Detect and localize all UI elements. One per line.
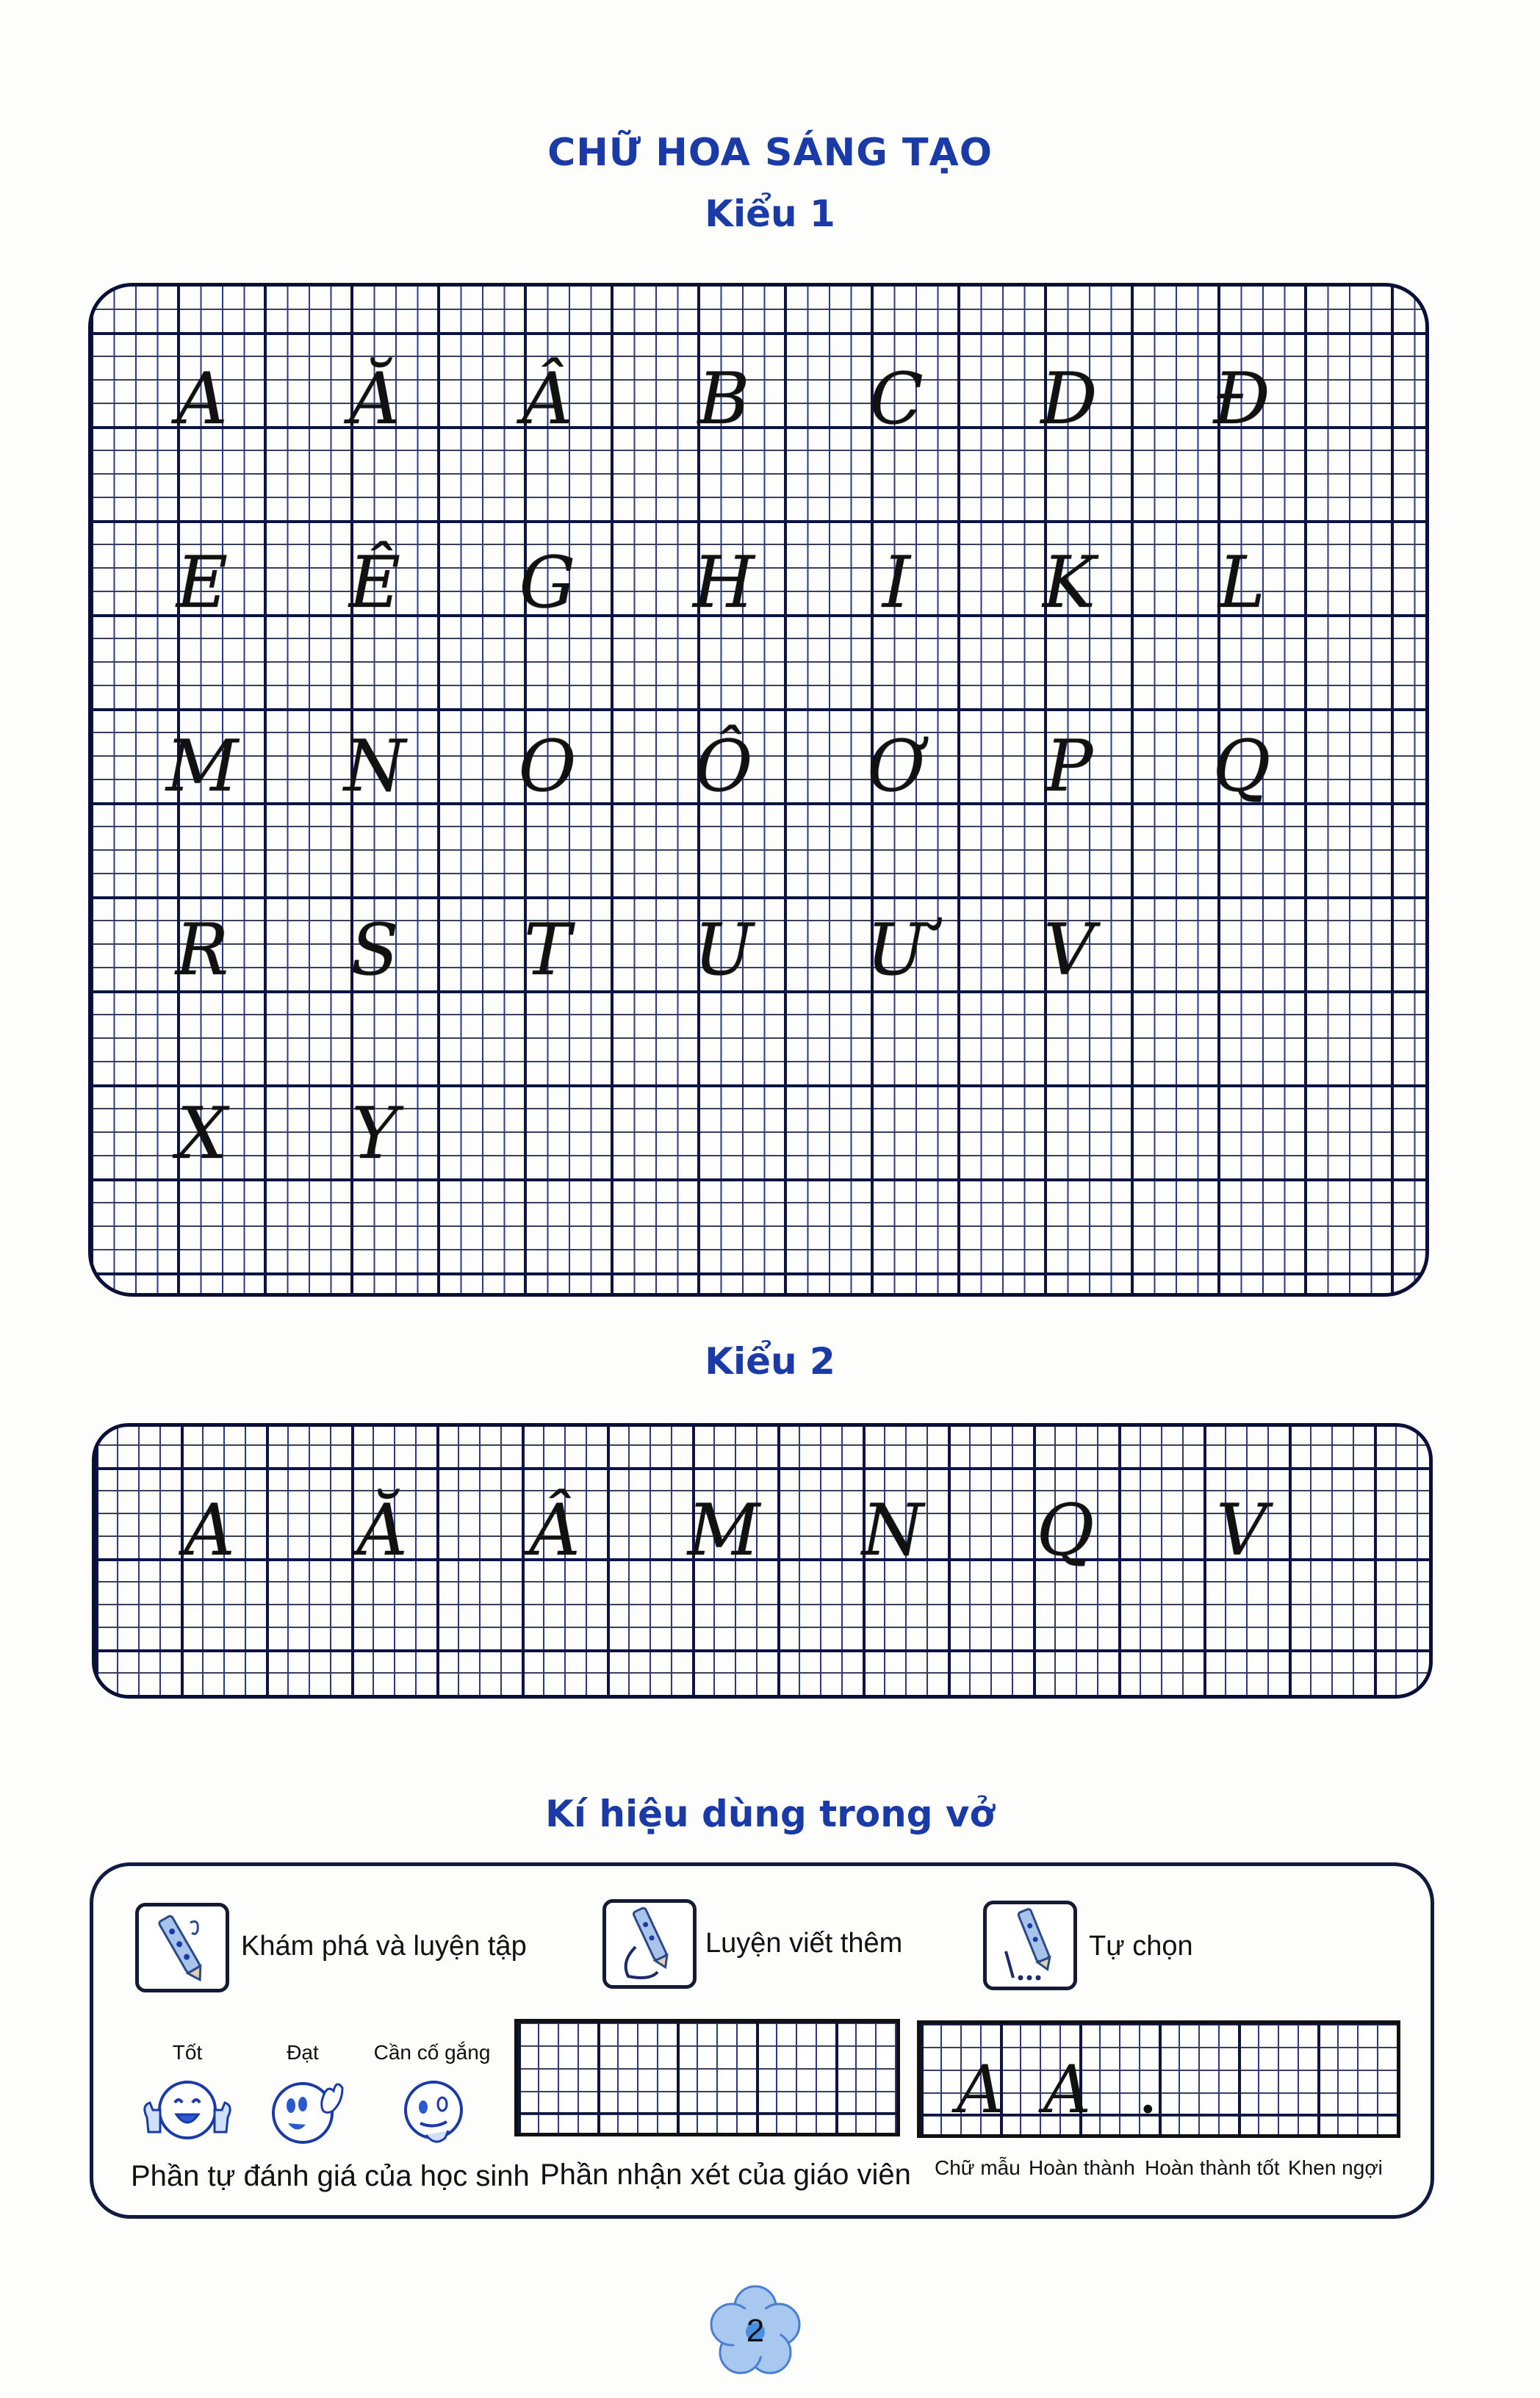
letter-sample: X bbox=[176, 1092, 228, 1175]
letter-sample: D bbox=[1040, 358, 1098, 440]
letter-sample: Y bbox=[351, 1092, 398, 1175]
letter-sample: Q bbox=[1036, 1489, 1095, 1571]
completed-letter: A bbox=[1043, 2051, 1091, 2128]
ok-hand-smiley-icon bbox=[265, 2064, 353, 2153]
praise-dot: . bbox=[1137, 2051, 1159, 2128]
letter-sample: Ă bbox=[349, 358, 400, 440]
letter-sample: P bbox=[1045, 725, 1093, 807]
letter-sample: Ă bbox=[356, 1489, 408, 1571]
letter-sample: M bbox=[687, 1489, 760, 1571]
letter-sample: G bbox=[519, 541, 576, 624]
sample-letter: A bbox=[957, 2051, 1004, 2128]
letter-sample: A bbox=[176, 358, 228, 440]
letter-sample: N bbox=[862, 1489, 924, 1571]
letter-sample: B bbox=[697, 358, 750, 440]
mark-caption: Chữ mẫu bbox=[935, 2156, 1021, 2179]
teacher-comment-grid bbox=[514, 2019, 900, 2136]
style1-heading: Kiểu 1 bbox=[705, 192, 835, 235]
style2-heading: Kiểu 2 bbox=[705, 1340, 835, 1383]
letter-sample: Q bbox=[1212, 725, 1271, 807]
letter-sample: N bbox=[344, 725, 406, 807]
letter-sample: E bbox=[176, 541, 229, 624]
letter-sample: R bbox=[175, 909, 229, 991]
legend-label: Luyện viết thêm bbox=[705, 1928, 903, 1959]
letter-sample: A bbox=[184, 1489, 235, 1571]
letter-sample: Â bbox=[529, 1489, 580, 1571]
rating-label: Đạt bbox=[287, 2041, 319, 2064]
mark-caption: Hoàn thành tốt bbox=[1145, 2156, 1280, 2179]
rating-label: Cần cố gắng bbox=[373, 2041, 491, 2064]
page-number-text: 2 bbox=[746, 2313, 765, 2349]
legend-label: Khám phá và luyện tập bbox=[241, 1931, 527, 1962]
pencil-optional-icon bbox=[983, 1901, 1077, 1990]
mark-caption: Khen ngợi bbox=[1288, 2156, 1383, 2179]
legend-label: Tự chọn bbox=[1089, 1931, 1193, 1962]
letter-sample: L bbox=[1218, 541, 1265, 624]
teacher-comment-caption: Phần nhận xét của giáo viên bbox=[540, 2158, 911, 2191]
letter-sample: C bbox=[869, 358, 924, 440]
legend-heading: Kí hiệu dùng trong vở bbox=[545, 1793, 995, 1835]
letter-sample: K bbox=[1043, 541, 1095, 624]
letter-sample: Â bbox=[522, 358, 573, 440]
letter-sample: Ơ bbox=[867, 725, 926, 807]
letter-sample: V bbox=[1043, 909, 1095, 991]
letter-sample: I bbox=[882, 541, 910, 624]
letter-sample: M bbox=[165, 725, 239, 807]
mark-caption: Hoàn thành bbox=[1029, 2156, 1135, 2179]
letter-sample: T bbox=[523, 909, 572, 991]
letter-sample: Ê bbox=[348, 541, 401, 624]
letter-sample: H bbox=[693, 541, 755, 624]
letter-sample: O bbox=[518, 725, 577, 807]
letter-sample: Đ bbox=[1213, 358, 1270, 440]
letter-sample: U bbox=[694, 909, 754, 991]
page-title: CHỮ HOA SÁNG TẠO bbox=[547, 131, 993, 175]
self-assessment-caption: Phần tự đánh giá của học sinh bbox=[131, 2160, 530, 2192]
pencil-extra-writing-icon bbox=[602, 1899, 697, 1989]
pencil-explore-icon bbox=[135, 1903, 229, 1992]
rating-label: Tốt bbox=[172, 2041, 203, 2064]
letter-sample: Ô bbox=[694, 725, 753, 807]
letter-sample: V bbox=[1216, 1489, 1267, 1571]
page-number bbox=[708, 2283, 803, 2379]
letter-sample: S bbox=[350, 909, 399, 991]
thinking-smiley-icon bbox=[397, 2073, 470, 2154]
thumbs-up-smiley-icon bbox=[132, 2072, 242, 2153]
letter-sample: Ư bbox=[866, 909, 926, 991]
